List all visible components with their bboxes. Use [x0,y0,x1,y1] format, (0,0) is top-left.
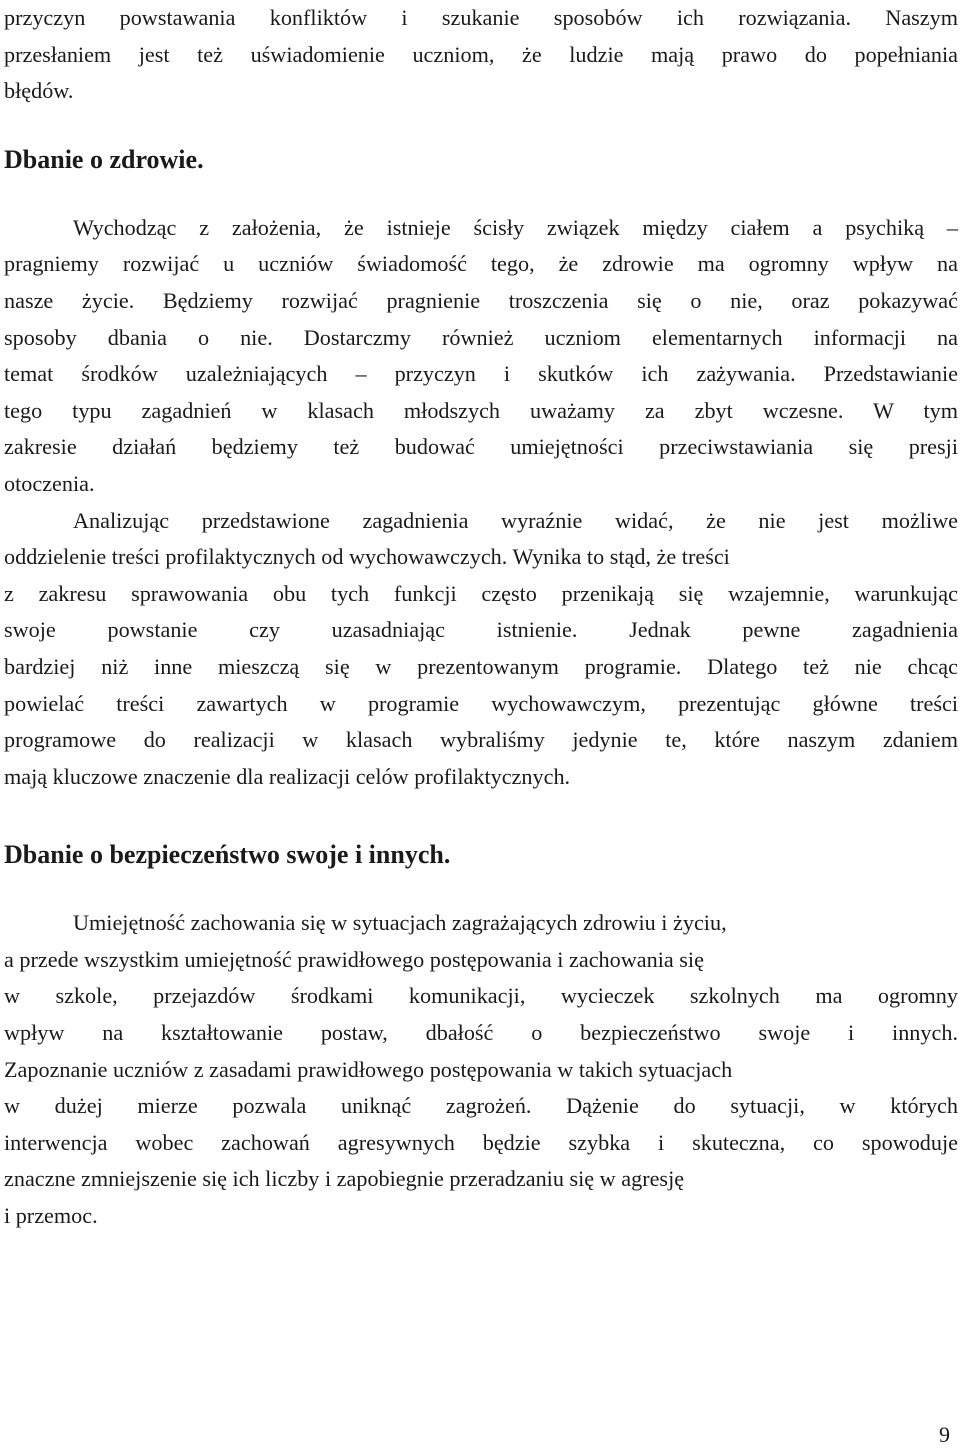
health-p2-line-6: powielać treści zawartych w programie wychowawczym, prezentując główne treści [4,690,958,716]
health-p1-line-2: pragniemy rozwijać u uczniów świadomość tego, że zdrowie ma ogromny wpływ na [4,251,958,277]
health-p2-line-3: z zakresu sprawowania obu tych funkcji często przenikają się wzajemnie, warunkując [4,580,958,606]
safety-p1-line-1: Umiejętność zachowania się w sytuacjach zagrażających zdrowiu i życiu, [73,910,727,936]
section-heading-safety: Dbanie o bezpieczeństwo swoje i innych. [4,840,451,870]
document-page [4,0,958,1235]
intro-line-3: błędów. [4,78,74,104]
health-p2-line-8: mają kluczowe znaczenie dla realizacji celów profilaktycznych. [4,763,571,789]
safety-p1-line-4: wpływ na kształtowanie postaw, dbałość o bezpieczeństwo swoje i innych. [4,1020,958,1046]
safety-p1-line-3: w szkole, przejazdów środkami komunikacji, wycieczek szkolnych ma ogromny [4,983,958,1009]
safety-p1-line-7: interwencja wobec zachowań agresywnych będzie szybka i skuteczna, co spowoduje [4,1129,958,1155]
health-paragraph-1 [4,210,958,503]
health-p1-line-5: temat środków uzależniających – przyczyn i skutków ich zażywania. Przedstawianie [4,361,958,387]
safety-p1-line-8: znaczne zmniejszenie się ich liczby i zapobiegnie przeradzaniu się w agresję [4,1166,685,1192]
health-p1-line-4: sposoby dbania o nie. Dostarczmy również uczniom elementarnych informacji na [4,324,958,350]
intro-line-1: przyczyn powstawania konfliktów i szukanie sposobów ich rozwiązania. Naszym [4,5,958,30]
health-p1-line-6: tego typu zagadnień w klasach młodszych uważamy za zbyt wczesne. W tym [4,397,958,423]
health-p2-line-4: swoje powstanie czy uzasadniając istnienie. Jednak pewne zagadnienia [4,617,958,643]
safety-p1-line-5: Zapoznanie uczniów z zasadami prawidłowego postępowania w takich sytuacjach [4,1056,733,1082]
health-p2-line-2: oddzielenie treści profilaktycznych od wychowawczych. Wynika to stąd, że treści [4,544,730,570]
page-number: 9 [939,1422,950,1447]
safety-p1-line-9: i przemoc. [4,1203,98,1229]
safety-p1-line-6: w dużej mierze pozwala uniknąć zagrożeń. Dążenie do sytuacji, w których [4,1093,958,1119]
health-p1-line-3: nasze życie. Będziemy rozwijać pragnienie troszczenia się o nie, oraz pokazywać [4,287,958,313]
health-p1-line-7: zakresie działań będziemy też budować umiejętności przeciwstawiania się presji [4,434,958,460]
intro-paragraph [4,0,958,110]
health-paragraph-2 [4,503,958,796]
safety-paragraph-1 [4,905,958,1234]
health-p2-line-7: programowe do realizacji w klasach wybraliśmy jedynie te, które naszym zdaniem [4,727,958,753]
intro-line-2: przesłaniem jest też uświadomienie uczniom, że ludzie mają prawo do popełniania [4,41,958,67]
health-p1-line-1: Wychodząc z założenia, że istnieje ścisły związek między ciałem a psychiką – [73,214,958,240]
health-p2-line-5: bardziej niż inne mieszczą się w prezentowanym programie. Dlatego też nie chcąc [4,653,958,679]
health-p1-line-8: otoczenia. [4,470,95,496]
section-heading-health: Dbanie o zdrowie. [4,144,204,174]
safety-p1-line-2: a przede wszystkim umiejętność prawidłowego postępowania i zachowania się [4,946,704,972]
health-p2-line-1: Analizując przedstawione zagadnienia wyraźnie widać, że nie jest możliwe [73,507,958,533]
